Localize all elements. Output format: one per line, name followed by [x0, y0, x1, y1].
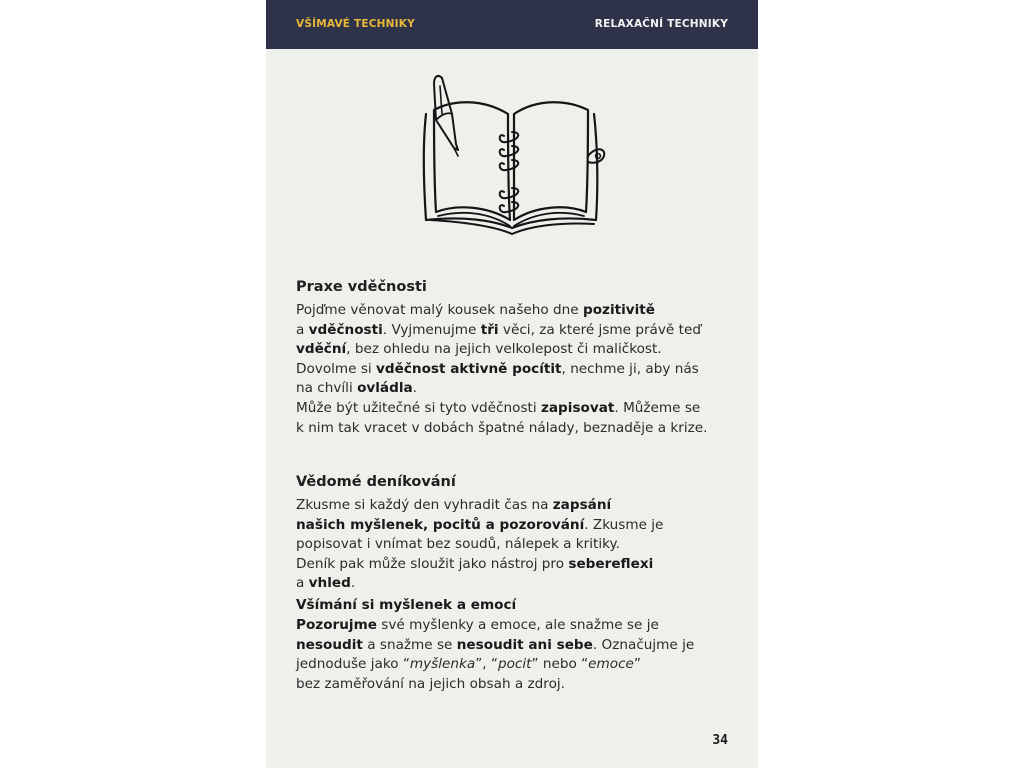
- text-line: nesoudit a snažme se nesoudit ani sebe. Označujme je: [296, 636, 695, 653]
- text-line: bez zaměřování na jejich obsah a zdroj.: [296, 675, 566, 692]
- text-line: Pozorujme své myšlenky a emoce, ale snažme se je: [296, 617, 659, 633]
- page-number: 34: [712, 733, 728, 748]
- section-title-journaling: Vědomé deníkování: [296, 474, 456, 490]
- section-title-noticing: Všímání si myšlenek a emocí: [296, 597, 517, 613]
- notebook-with-pen-icon: [412, 70, 612, 242]
- section-journaling-text: [296, 496, 736, 594]
- text-line: Dovolme si vděčnost aktivně pocítit, nechme ji, aby nás: [296, 360, 699, 377]
- text-line: na chvíli ovládla.: [296, 380, 417, 397]
- section-gratitude-text: [296, 301, 736, 438]
- tab-mindful-techniques[interactable]: VŠÍMAVÉ TECHNIKY: [296, 18, 415, 30]
- section-noticing-text: [296, 616, 736, 694]
- text-line: a vděčnosti. Vyjmenujme tři věci, za které jsme právě teď: [296, 321, 701, 338]
- text-line: k nim tak vracet v dobách špatné nálady, beznaděje a krize.: [296, 419, 708, 436]
- text-line: jednoduše jako “myšlenka”, “pocit” nebo “emoce”: [296, 656, 641, 673]
- text-line: Deník pak může sloužit jako nástroj pro sebereflexi: [296, 555, 654, 572]
- text-line: popisovat i vnímat bez soudů, nálepek a kritiky.: [296, 536, 620, 553]
- header-bar: [266, 0, 758, 49]
- text-line: Zkusme si každý den vyhradit čas na zapsání: [296, 497, 612, 513]
- document-page: [266, 0, 758, 768]
- text-line: vděční, bez ohledu na jejich velkolepost či maličkost.: [296, 341, 662, 358]
- text-line: Může být užitečné si tyto vděčnosti zapisovat. Můžeme se: [296, 399, 701, 416]
- tab-relaxation-techniques[interactable]: RELAXAČNÍ TECHNIKY: [594, 18, 728, 30]
- text-line: a vhled.: [296, 575, 356, 592]
- text-line: našich myšlenek, pocitů a pozorování. Zkusme je: [296, 516, 664, 533]
- text-line: Pojďme věnovat malý kousek našeho dne pozitivitě: [296, 302, 656, 318]
- section-title-gratitude: Praxe vděčnosti: [296, 279, 427, 295]
